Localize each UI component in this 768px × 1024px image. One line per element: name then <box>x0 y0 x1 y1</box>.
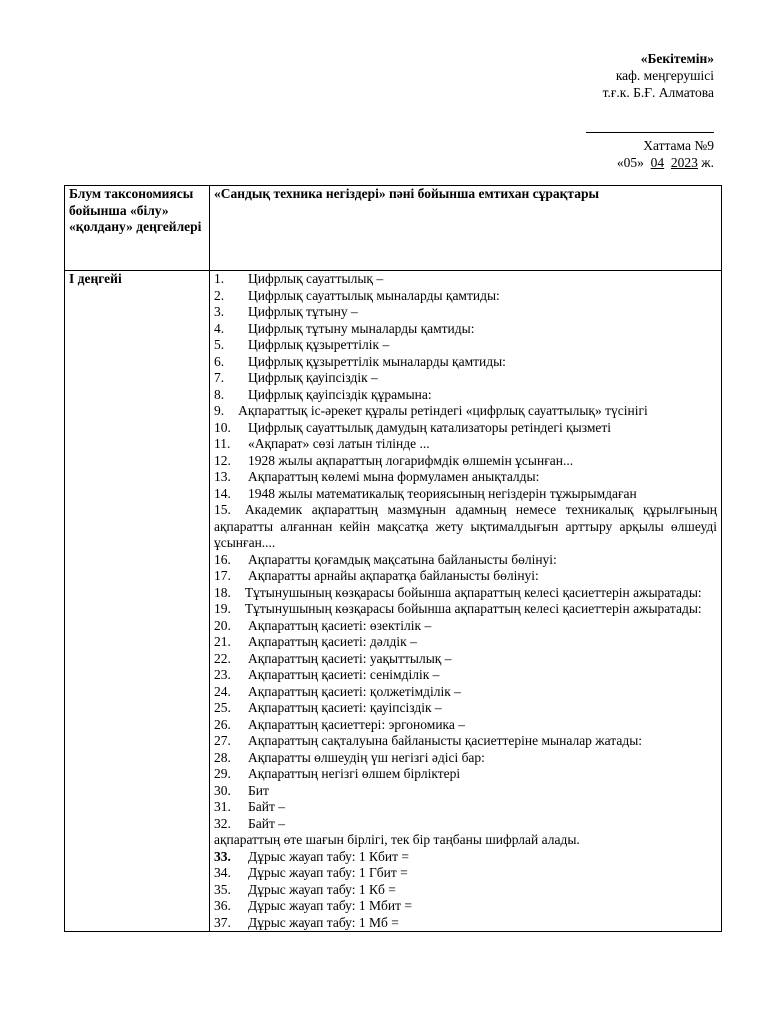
question-number: 1. <box>214 271 225 286</box>
question-text: Байт – <box>248 815 285 831</box>
list-item <box>214 618 717 635</box>
question-text: Цифрлық құзыреттілік – <box>248 337 390 352</box>
question-number: 6. <box>214 353 225 369</box>
list-item <box>214 865 717 882</box>
list-item <box>214 783 717 800</box>
question-number: 27. <box>214 733 231 748</box>
question-number: 17. <box>214 568 231 583</box>
question-text: Академик ақпараттың мазмұнын адамның немесе техникалық құрылғының ақпаратты алғаннан кейін мақсатқа жету ықтималдығын арттыру арқылы өлшеуді ұсынған.... <box>214 502 717 550</box>
question-number: 10. <box>214 419 231 435</box>
table-row <box>65 271 722 932</box>
question-number: 12. <box>214 452 231 468</box>
question-number: 35. <box>214 881 231 897</box>
question-number: 31. <box>214 799 231 814</box>
question-text: Цифрлық сауаттылық – <box>248 271 384 286</box>
signature-line <box>586 118 714 133</box>
approval-block <box>603 50 714 101</box>
list-item <box>214 453 717 470</box>
exam-table <box>64 185 722 932</box>
question-number: 16. <box>214 551 231 567</box>
question-number: 13. <box>214 469 231 484</box>
question-text: Ақпараттың қасиеті: қауіпсіздік – <box>248 700 442 715</box>
date-suffix: ж. <box>701 155 714 170</box>
list-item <box>214 915 717 932</box>
question-number: 7. <box>214 370 225 385</box>
list-item <box>214 469 717 486</box>
question-text: Байт – <box>248 799 285 814</box>
question-text: Дұрыс жауап табу: 1 Мбит = <box>248 898 412 913</box>
question-text: Цифрлық қауіпсіздік құрамына: <box>248 386 432 402</box>
list-item <box>214 552 717 569</box>
list-item <box>214 766 717 783</box>
list-item <box>214 486 717 503</box>
question-text: 1928 жылы ақпараттың логарифмдік өлшемін ұсынған... <box>248 452 574 468</box>
question-text: Дұрыс жауап табу: 1 Кбит = <box>248 848 409 864</box>
approval-title: «Бекітемін» <box>640 51 714 66</box>
question-list-b <box>214 849 717 932</box>
question-text: Цифрлық құзыреттілік мыналарды қамтиды: <box>248 353 506 369</box>
list-item <box>214 799 717 816</box>
date-year: 2023 <box>670 155 698 170</box>
question-number: 14. <box>214 485 231 501</box>
list-item <box>214 849 717 866</box>
question-number: 5. <box>214 337 225 352</box>
list-item <box>214 882 717 899</box>
question-text: Ақпараттың қасиеті: қолжетімділік – <box>248 683 461 699</box>
question-text: Бит <box>248 782 269 798</box>
question-text: Ақпараттың негізгі өлшем бірліктері <box>248 766 461 781</box>
list-item <box>214 304 717 321</box>
question-text: Ақпаратты өлшеудің үш негізгі әдісі бар: <box>248 749 485 765</box>
list-item <box>214 337 717 354</box>
question-number: 9. <box>214 403 225 418</box>
list-item <box>214 898 717 915</box>
list-item <box>214 271 717 288</box>
question-text: Дұрыс жауап табу: 1 Мб = <box>248 914 399 930</box>
list-item <box>214 403 717 420</box>
list-item <box>214 733 717 750</box>
list-item <box>214 321 717 338</box>
question-number: 20. <box>214 617 231 633</box>
list-item <box>214 651 717 668</box>
question-number: 33. <box>214 848 231 864</box>
question-text: Цифрлық сауаттылық мыналарды қамтиды: <box>248 287 500 303</box>
date-month: 04 <box>650 155 665 170</box>
list-item <box>214 667 717 684</box>
question-number: 36. <box>214 898 231 913</box>
approval-position: каф. меңгерушісі <box>615 68 714 83</box>
protocol-label: Хаттама №9 <box>643 138 714 153</box>
list-item <box>214 684 717 701</box>
question-number: 8. <box>214 386 225 402</box>
protocol-date <box>586 154 714 171</box>
question-number: 28. <box>214 749 231 765</box>
list-item <box>214 387 717 404</box>
question-text: Цифрлық тұтыну – <box>248 304 358 319</box>
questions-cell <box>210 271 722 932</box>
question-text: Ақпараттың көлемі мына формуламен анықталды: <box>248 469 540 484</box>
list-item <box>214 288 717 305</box>
question-text: 1948 жылы математикалық теориясының негіздерін тұжырымдаған <box>248 485 637 501</box>
question-text: Тұтынушының көзқарасы бойынша ақпараттың келесі қасиеттерін ажыратады: <box>244 601 702 616</box>
question-text: Ақпараттың қасиеттері: эргономика – <box>248 716 466 732</box>
question-number: 3. <box>214 304 225 319</box>
question-number: 21. <box>214 634 231 649</box>
table-header-row <box>65 186 722 271</box>
question-text: Дұрыс жауап табу: 1 Кб = <box>248 881 396 897</box>
question-number: 37. <box>214 914 231 930</box>
list-item <box>214 354 717 371</box>
question-text: Ақпараттың қасиеті: дәлдік – <box>248 634 417 649</box>
level-cell: І деңгейі <box>65 271 210 932</box>
list-item <box>214 634 717 651</box>
question-number: 25. <box>214 700 231 715</box>
question-number: 15. <box>214 502 231 517</box>
approval-person: т.ғ.к. Б.Ғ. Алматова <box>602 85 714 100</box>
question-text: Ақпараттың қасиеті: сенімділік – <box>248 667 440 682</box>
question-list <box>214 271 717 832</box>
question-number: 11. <box>214 436 231 451</box>
question-number: 19. <box>214 601 231 616</box>
header-exam-title: «Сандық техника негіздері» пәні бойынша емтихан сұрақтары <box>210 186 722 271</box>
list-item <box>214 750 717 767</box>
list-item <box>214 502 717 552</box>
question-text: «Ақпарат» сөзі латын тілінде ... <box>248 436 430 451</box>
list-item <box>214 700 717 717</box>
question-text: Тұтынушының көзқарасы бойынша ақпараттың келесі қасиеттерін ажыратады: <box>244 584 702 600</box>
list-item <box>214 816 717 833</box>
list-item <box>214 568 717 585</box>
header-bloom-levels: Блум таксономиясы бойынша «білу» «қолдану» деңгейлері <box>65 186 210 271</box>
question-text: Ақпаратты қоғамдық мақсатына байланысты бөлінуі: <box>248 551 557 567</box>
question-text: Ақпаратты арнайы ақпаратқа байланысты бөлінуі: <box>248 568 539 583</box>
question-text: Дұрыс жауап табу: 1 Гбит = <box>248 865 408 880</box>
list-item <box>214 436 717 453</box>
question-number: 4. <box>214 320 225 336</box>
protocol-block <box>586 118 714 171</box>
question-text: Ақпараттың қасиеті: өзектілік – <box>248 617 432 633</box>
question-number: 26. <box>214 716 231 732</box>
list-item <box>214 585 717 602</box>
question-text: Ақпараттық іс-әрекет құралы ретіндегі «цифрлық сауаттылық» түсінігі <box>238 403 648 418</box>
continuation-text: ақпараттың өте шағын бірлігі, тек бір таңбаны шифрлай алады. <box>214 832 580 847</box>
question-number: 22. <box>214 650 231 666</box>
question-text: Цифрлық тұтыну мыналарды қамтиды: <box>248 320 475 336</box>
date-day: «05» <box>616 155 644 170</box>
question-number: 30. <box>214 782 231 798</box>
question-text: Цифрлық сауаттылық дамудың катализаторы ретіндегі қызметі <box>248 419 612 435</box>
question-text: Цифрлық қауіпсіздік – <box>248 370 378 385</box>
list-item <box>214 370 717 387</box>
question-number: 32. <box>214 815 231 831</box>
question-number: 23. <box>214 667 231 682</box>
question-number: 24. <box>214 683 231 699</box>
list-item <box>214 420 717 437</box>
list-item <box>214 601 717 618</box>
question-number: 29. <box>214 766 231 781</box>
question-text: Ақпараттың сақталуына байланысты қасиеттеріне мыналар жатады: <box>248 733 643 748</box>
question-text: Ақпараттың қасиеті: уақыттылық – <box>248 650 452 666</box>
question-number: 2. <box>214 287 225 303</box>
question-number: 18. <box>214 584 231 600</box>
question-number: 34. <box>214 865 231 880</box>
list-item <box>214 717 717 734</box>
